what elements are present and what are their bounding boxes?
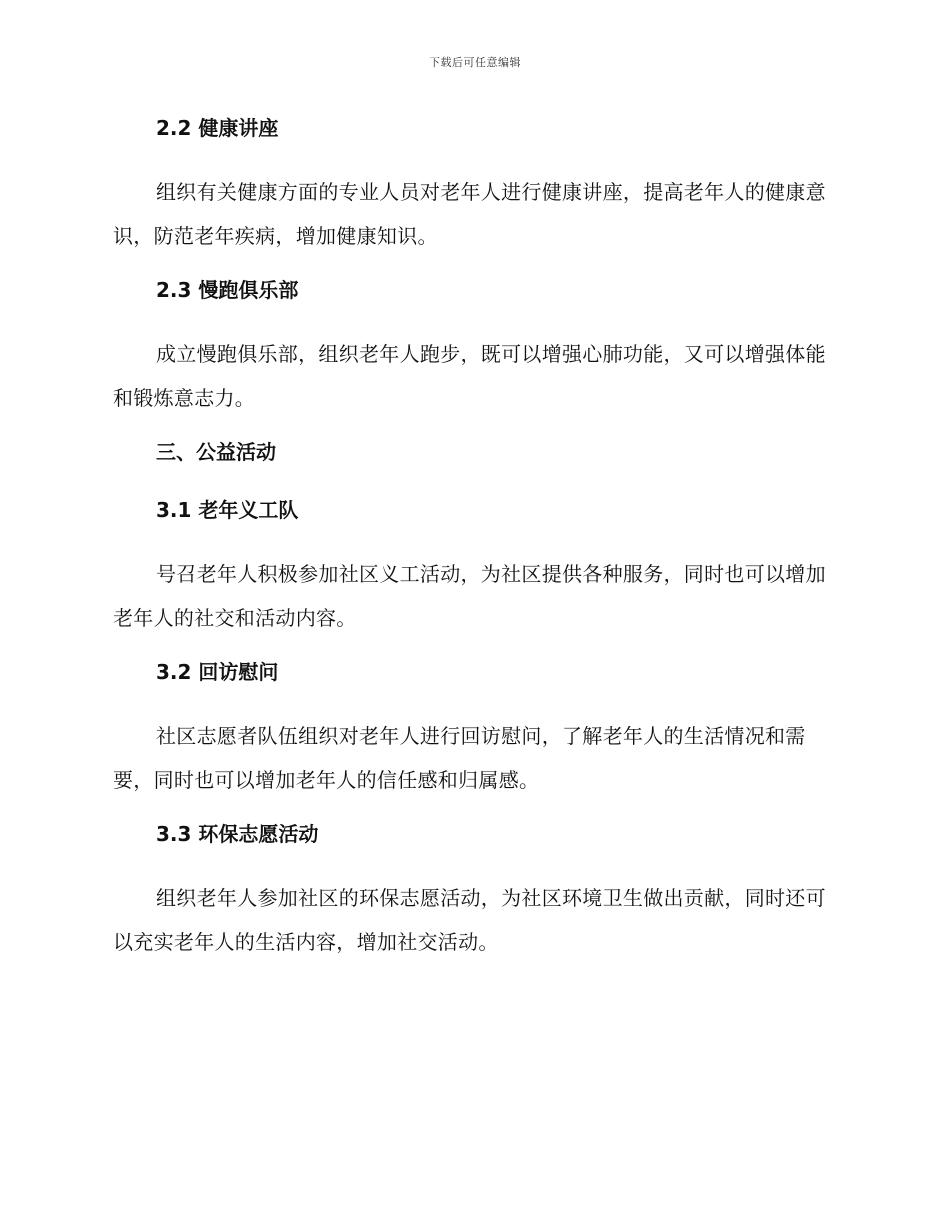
section-heading-3-2: 3.2 回访慰问: [156, 660, 279, 684]
chapter-heading-3: 三、公益活动: [156, 440, 276, 464]
section-heading-3-1: 3.1 老年义工队: [156, 498, 299, 522]
section-body-3-1: 号召老年人积极参加社区义工活动，为社区提供各种服务，同时也可以增加老年人的社交和活动内容。: [113, 562, 826, 630]
document-body: [113, 112, 837, 980]
section-heading-2-3: 2.3 慢跑俱乐部: [156, 278, 299, 302]
section-body-2-3: 成立慢跑俱乐部，组织老年人跑步，既可以增强心肺功能，又可以增强体能和锻炼意志力。: [113, 342, 826, 410]
section-heading-2-2: 2.2 健康讲座: [156, 116, 279, 140]
section-body-3-2: 社区志愿者队伍组织对老年人进行回访慰问，了解老年人的生活情况和需要，同时也可以增加老年人的信任感和归属感。: [113, 724, 806, 792]
section-body-2-2: 组织有关健康方面的专业人员对老年人进行健康讲座，提高老年人的健康意识，防范老年疾病，增加健康知识。: [113, 180, 826, 248]
page-header: 下载后可任意编辑: [429, 56, 521, 69]
section-body-3-3: 组织老年人参加社区的环保志愿活动，为社区环境卫生做出贡献，同时还可以充实老年人的生活内容，增加社交活动。: [113, 886, 826, 954]
section-heading-3-3: 3.3 环保志愿活动: [156, 822, 319, 846]
